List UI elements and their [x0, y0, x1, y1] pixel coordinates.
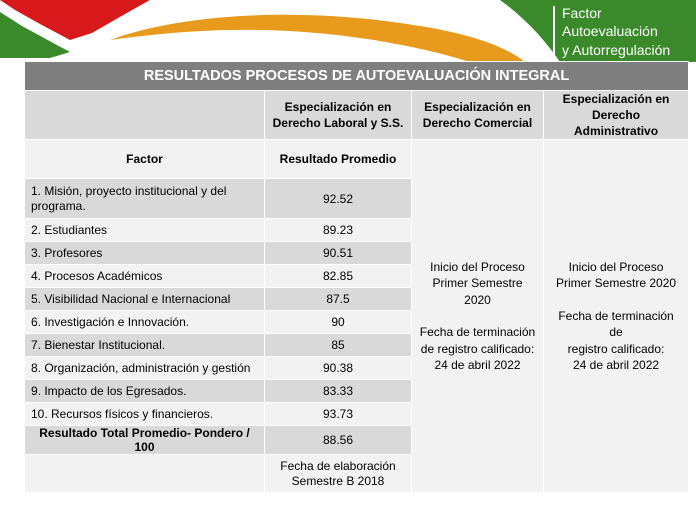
results-table	[24, 61, 689, 493]
factor-cell: 8. Organización, administración y gestión	[25, 357, 265, 380]
value-cell: 90.38	[265, 357, 412, 380]
footer-date-cell	[265, 455, 412, 493]
factor-header: Factor	[25, 140, 265, 179]
factor-cell: 3. Profesores	[25, 242, 265, 265]
column-header-row	[25, 140, 689, 179]
factor-cell: 1. Misión, proyecto institucional y del programa.	[25, 179, 265, 219]
title-row	[25, 62, 689, 91]
program-header-comercial: Especialización en Derecho Comercial	[412, 91, 544, 140]
footer-line: Fecha de elaboración	[280, 458, 396, 473]
value-cell: 83.33	[265, 380, 412, 403]
value-cell: 90.51	[265, 242, 412, 265]
total-label: Resultado Total Promedio- Pondero / 100	[25, 426, 265, 455]
brand-line-1: Factor	[562, 5, 602, 21]
comercial-note	[412, 140, 544, 493]
brand-line-2: Autoevaluación	[562, 23, 658, 39]
comercial-note-line: 24 de abril 2022	[434, 358, 521, 372]
comercial-note-line: Primer Semestre 2020	[432, 276, 523, 307]
footer-line: Semestre B 2018	[291, 473, 385, 488]
factor-cell: 7. Bienestar Institucional.	[25, 334, 265, 357]
value-cell: 93.73	[265, 403, 412, 426]
value-cell: 87.5	[265, 288, 412, 311]
table-title: RESULTADOS PROCESOS DE AUTOEVALUACIÓN INTEGRAL	[25, 62, 689, 91]
result-header: Resultado Promedio	[265, 140, 412, 179]
value-cell: 89.23	[265, 219, 412, 242]
value-cell: 82.85	[265, 265, 412, 288]
program-header-row	[25, 91, 689, 140]
comercial-note-line: Fecha de terminación	[419, 325, 536, 339]
factor-cell: 10. Recursos físicos y financieros.	[25, 403, 265, 426]
administrativo-note-line: registro calificado:	[567, 341, 665, 356]
total-value: 88.56	[265, 426, 412, 455]
footer-empty-cell	[25, 455, 265, 493]
factor-cell: 4. Procesos Académicos	[25, 265, 265, 288]
comercial-note-line: de registro calificado:	[420, 341, 535, 356]
factor-cell: 6. Investigación e Innovación.	[25, 311, 265, 334]
factor-cell: 5. Visibilidad Nacional e Internacional	[25, 288, 265, 311]
comercial-note-line: Inicio del Proceso	[430, 259, 525, 274]
brand-divider	[553, 6, 555, 58]
administrativo-note-line: 24 de abril 2022	[572, 358, 660, 372]
value-cell: 92.52	[265, 179, 412, 219]
brand-line-3: y Autorregulación	[562, 42, 671, 58]
program-header-administrativo: Especialización en Derecho Administrativo	[544, 91, 689, 140]
factor-cell: 9. Impacto de los Egresados.	[25, 380, 265, 403]
value-cell: 90	[265, 311, 412, 334]
administrativo-note	[544, 140, 689, 493]
factor-cell: 2. Estudiantes	[25, 219, 265, 242]
administrativo-note-line: Fecha de terminación de	[558, 308, 674, 339]
administrativo-note-line: Primer Semestre 2020	[556, 276, 677, 290]
administrativo-note-line: Inicio del Proceso	[568, 259, 664, 274]
program-header-laboral: Especialización en Derecho Laboral y S.S.	[265, 91, 412, 140]
value-cell: 85	[265, 334, 412, 357]
header-empty-cell	[25, 91, 265, 140]
